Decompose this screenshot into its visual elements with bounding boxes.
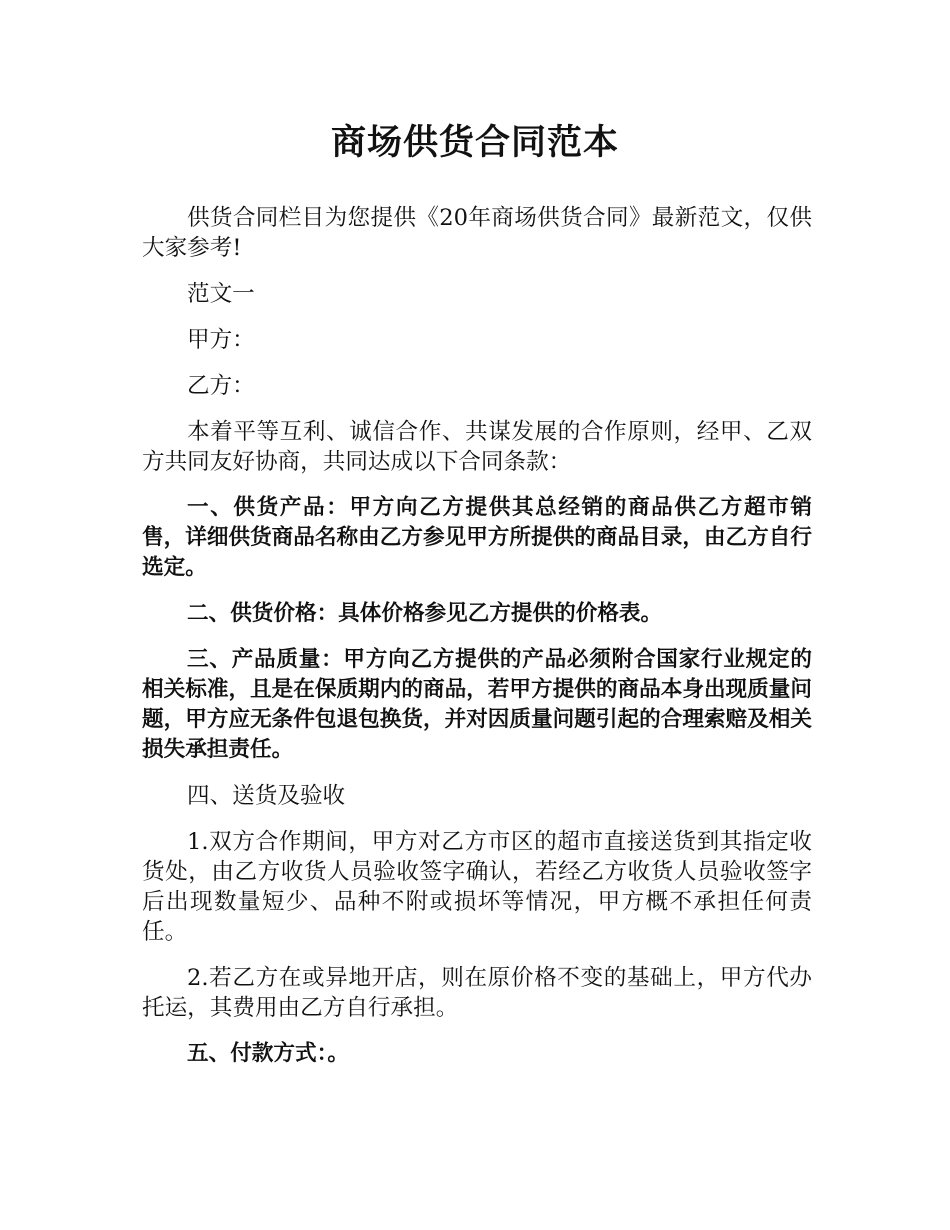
intro-paragraph: 供货合同栏目为您提供《20年商场供货合同》最新范文，仅供大家参考!: [142, 205, 812, 261]
clause-3-product-quality: 三、产品质量：甲方向乙方提供的产品必须附合国家行业规定的相关标准，且是在保质期内的商品，若甲方提供的商品本身出现质量问题，甲方应无条件包退包换货，并对因质量问题引起的合理索赔及相关损失承担责任。: [142, 647, 812, 762]
clause-2-supply-price: 二、供货价格：具体价格参见乙方提供的价格表。: [187, 601, 663, 626]
sample-label: 范文一: [187, 281, 255, 307]
clause-4-item-1: 1.双方合作期间，甲方对乙方市区的超市直接送货到其指定收货处，由乙方收货人员验收签字确认，若经乙方收货人员验收签字后出现数量短少、品种不附或损坏等情况，甲方概不承担任何责任。: [142, 829, 812, 945]
document-body: [142, 203, 812, 1085]
clause-5-payment-method: 五、付款方式：。: [187, 1041, 349, 1066]
document-title: 商场供货合同范本: [330, 123, 619, 163]
preamble-paragraph: 本着平等互利、诚信合作、共谋发展的合作原则，经甲、乙双方共同友好协商，共同达成以下合同条款：: [142, 419, 812, 475]
clause-4-item-2: 2.若乙方在或异地开店，则在原价格不变的基础上，甲方代办托运，其费用由乙方自行承担。: [142, 965, 812, 1021]
clause-1-supply-products: 一、供货产品：甲方向乙方提供其总经销的商品供乙方超市销售，详细供货商品名称由乙方参见甲方所提供的商品目录，由乙方自行选定。: [142, 495, 812, 580]
clause-4-heading: 四、送货及验收: [187, 783, 346, 809]
party-b-line: 乙方：: [187, 373, 255, 399]
party-a-line: 甲方：: [187, 327, 255, 353]
